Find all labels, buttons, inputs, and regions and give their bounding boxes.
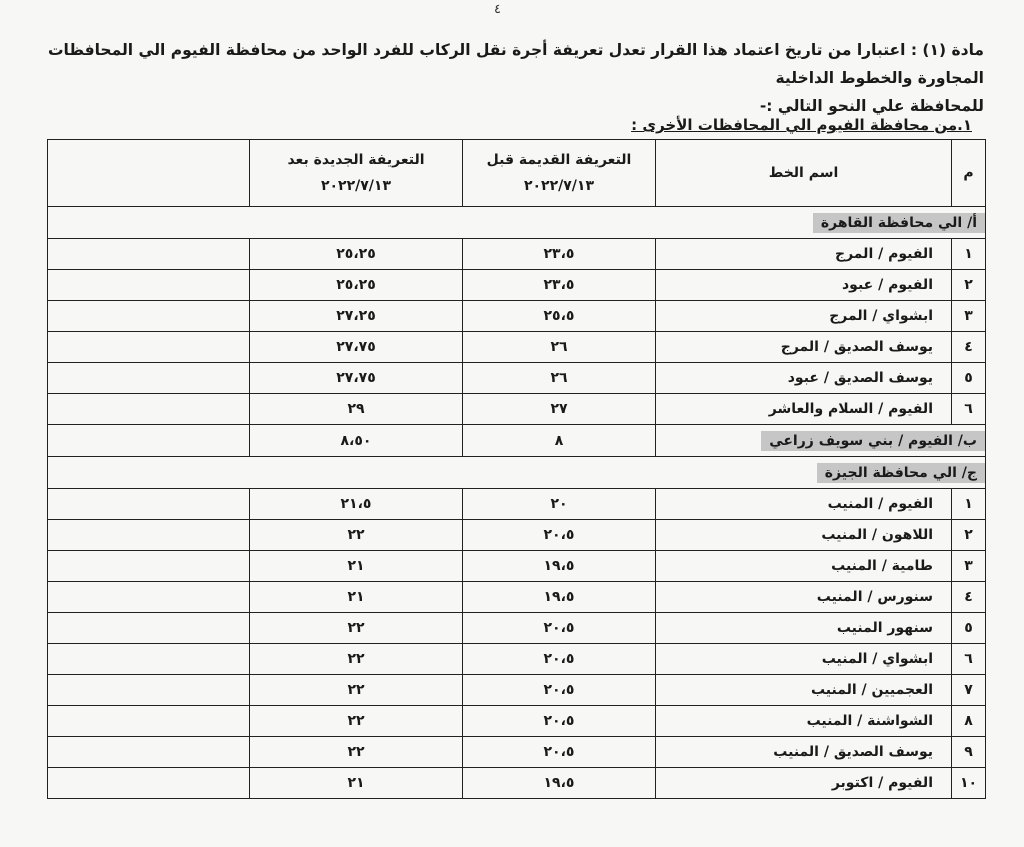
row-old-fare: ٢٥،٥ (463, 301, 656, 332)
row-line-name: الفيوم / المرج (656, 239, 952, 270)
row-line-name: الفيوم / المنيب (656, 489, 952, 520)
row-num: ١ (952, 489, 986, 520)
row-num: ٦ (952, 394, 986, 425)
row-num: ٥ (952, 613, 986, 644)
table-row (48, 239, 986, 270)
row-line-name: العجميين / المنيب (656, 675, 952, 706)
table-row (48, 270, 986, 301)
row-num: ٨ (952, 706, 986, 737)
row-old-fare: ٢٠،٥ (463, 520, 656, 551)
row-new-fare: ٢١ (250, 551, 463, 582)
row-new-fare: ٢٥،٢٥ (250, 239, 463, 270)
row-note (48, 675, 250, 706)
row-note (48, 613, 250, 644)
row-line-name: اللاهون / المنيب (656, 520, 952, 551)
intro-paragraph (34, 36, 984, 120)
row-old-fare: ٢٠،٥ (463, 644, 656, 675)
row-old-fare: ٢٧ (463, 394, 656, 425)
row-num: ٤ (952, 582, 986, 613)
page-mark: ٤ (494, 2, 501, 17)
beni-suef-old-fare: ٨ (463, 425, 656, 457)
table-row (48, 644, 986, 675)
table-row (48, 613, 986, 644)
row-old-fare: ٢٠،٥ (463, 675, 656, 706)
table-row (48, 706, 986, 737)
row-num: ٩ (952, 737, 986, 768)
row-note (48, 489, 250, 520)
row-note (48, 520, 250, 551)
row-num: ١ (952, 239, 986, 270)
row-note (48, 644, 250, 675)
header-note (48, 140, 250, 207)
fare-table (47, 139, 986, 799)
row-old-fare: ٢٠،٥ (463, 706, 656, 737)
table-row (48, 551, 986, 582)
row-line-name: الفيوم / السلام والعاشر (656, 394, 952, 425)
row-old-fare: ٢٦ (463, 363, 656, 394)
group-row-giza (48, 457, 986, 489)
table-row (48, 301, 986, 332)
row-note (48, 706, 250, 737)
row-new-fare: ٢٧،٧٥ (250, 363, 463, 394)
row-new-fare: ٢٢ (250, 644, 463, 675)
table-row (48, 768, 986, 799)
row-new-fare: ٢١ (250, 768, 463, 799)
row-note (48, 582, 250, 613)
header-new-fare (250, 140, 463, 207)
row-num: ١٠ (952, 768, 986, 799)
header-old-fare-label: التعريفة القديمة قبل (486, 152, 632, 168)
group-row-beni-suef (48, 425, 986, 457)
row-new-fare: ٢٥،٢٥ (250, 270, 463, 301)
row-num: ٣ (952, 301, 986, 332)
row-old-fare: ٢٦ (463, 332, 656, 363)
table-row (48, 675, 986, 706)
row-line-name: سنورس / المنيب (656, 582, 952, 613)
group-label-beni-suef: ب/ الفيوم / بني سويف زراعي (761, 431, 985, 451)
row-line-name: يوسف الصديق / عبود (656, 363, 952, 394)
section-title: ١.من محافظة الفيوم الي المحافظات الأخرى : (631, 116, 972, 134)
table-row (48, 489, 986, 520)
row-line-name: ابشواي / المنيب (656, 644, 952, 675)
row-new-fare: ٢٩ (250, 394, 463, 425)
row-new-fare: ٢٢ (250, 675, 463, 706)
row-line-name: الفيوم / عبود (656, 270, 952, 301)
row-note (48, 737, 250, 768)
header-line-name: اسم الخط (656, 140, 952, 207)
row-new-fare: ٢٢ (250, 737, 463, 768)
row-line-name: سنهور المنيب (656, 613, 952, 644)
row-new-fare: ٢٢ (250, 706, 463, 737)
row-note (48, 270, 250, 301)
row-old-fare: ١٩،٥ (463, 768, 656, 799)
row-num: ٢ (952, 520, 986, 551)
row-note (48, 301, 250, 332)
row-old-fare: ١٩،٥ (463, 582, 656, 613)
header-old-fare (463, 140, 656, 207)
table-row (48, 520, 986, 551)
row-old-fare: ٢٠،٥ (463, 613, 656, 644)
row-num: ٣ (952, 551, 986, 582)
row-note (48, 332, 250, 363)
row-old-fare: ٢٠،٥ (463, 737, 656, 768)
intro-line-2: للمحافظة علي النحو التالي :- (759, 97, 984, 115)
row-note (48, 768, 250, 799)
row-note (48, 239, 250, 270)
table-row (48, 737, 986, 768)
group-label-cairo: أ/ الي محافظة القاهرة (813, 213, 985, 233)
row-new-fare: ٢١ (250, 582, 463, 613)
header-old-fare-date: ٢٠٢٢/٧/١٣ (523, 178, 595, 194)
table-header-row (48, 140, 986, 207)
row-new-fare: ٢٧،٢٥ (250, 301, 463, 332)
row-old-fare: ٢٠ (463, 489, 656, 520)
row-old-fare: ١٩،٥ (463, 551, 656, 582)
row-note (48, 363, 250, 394)
header-num: م (952, 140, 986, 207)
beni-suef-new-fare: ٨،٥٠ (250, 425, 463, 457)
row-old-fare: ٢٣،٥ (463, 239, 656, 270)
group-label-giza: ج/ الي محافظة الجيزة (817, 463, 985, 483)
beni-suef-note (48, 425, 250, 457)
table-row (48, 582, 986, 613)
row-num: ٧ (952, 675, 986, 706)
table-row (48, 394, 986, 425)
row-line-name: يوسف الصديق / المرج (656, 332, 952, 363)
row-num: ٦ (952, 644, 986, 675)
row-new-fare: ٢٧،٧٥ (250, 332, 463, 363)
row-note (48, 551, 250, 582)
row-line-name: يوسف الصديق / المنيب (656, 737, 952, 768)
header-new-fare-date: ٢٠٢٢/٧/١٣ (320, 178, 392, 194)
row-old-fare: ٢٣،٥ (463, 270, 656, 301)
table-row (48, 332, 986, 363)
row-note (48, 394, 250, 425)
table-row (48, 363, 986, 394)
row-line-name: ابشواي / المرج (656, 301, 952, 332)
row-new-fare: ٢٢ (250, 520, 463, 551)
row-line-name: الفيوم / اكتوبر (656, 768, 952, 799)
row-num: ٤ (952, 332, 986, 363)
group-row-cairo (48, 207, 986, 239)
row-num: ٢ (952, 270, 986, 301)
row-num: ٥ (952, 363, 986, 394)
row-new-fare: ٢٢ (250, 613, 463, 644)
row-new-fare: ٢١،٥ (250, 489, 463, 520)
header-new-fare-label: التعريفة الجديدة بعد (287, 152, 425, 168)
row-line-name: طامية / المنيب (656, 551, 952, 582)
row-line-name: الشواشنة / المنيب (656, 706, 952, 737)
intro-line-1: مادة (١) : اعتبارا من تاريخ اعتماد هذا القرار تعدل تعريفة أجرة نقل الركاب للفرد الواحد من محافظة الفيوم الي المحافظات المجاورة والخطوط الداخلية (47, 41, 984, 87)
